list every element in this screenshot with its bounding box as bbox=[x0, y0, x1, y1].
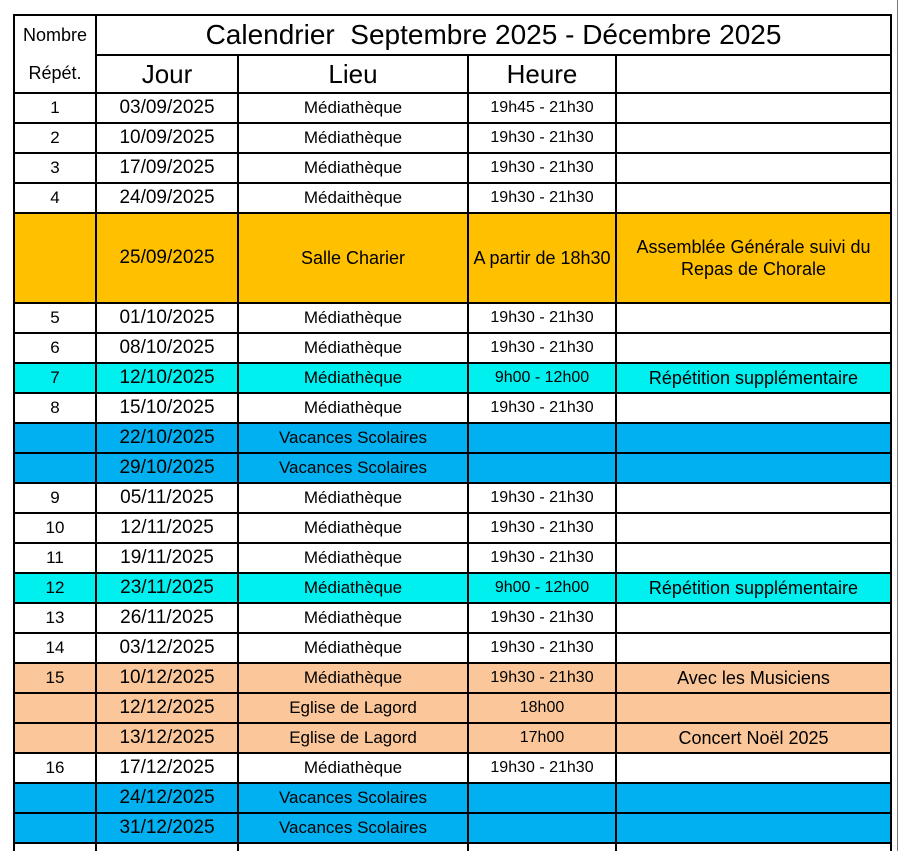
table-row bbox=[14, 123, 891, 153]
corner-label-line1: Nombre bbox=[22, 24, 88, 45]
cell-num: 12 bbox=[14, 573, 96, 603]
table-row bbox=[14, 513, 891, 543]
cell-num: 10 bbox=[14, 513, 96, 543]
cell-jour: 10/09/2025 bbox=[96, 123, 238, 153]
cell-jour: 24/12/2025 bbox=[96, 783, 238, 813]
calendar-table bbox=[13, 14, 892, 851]
table-row bbox=[14, 213, 891, 303]
cell-num bbox=[14, 723, 96, 753]
calendar-title: Calendrier Septembre 2025 - Décembre 2025 bbox=[96, 15, 891, 55]
column-header-row bbox=[14, 55, 891, 93]
cell-heure: 19h45 - 21h30 bbox=[468, 93, 616, 123]
cell-jour bbox=[96, 843, 238, 851]
page-edge-line bbox=[897, 0, 898, 851]
cell-lieu: Eglise de Lagord bbox=[238, 693, 468, 723]
cell-heure bbox=[468, 423, 616, 453]
table-row bbox=[14, 783, 891, 813]
cell-lieu: Médiathèque bbox=[238, 333, 468, 363]
cell-note bbox=[616, 423, 891, 453]
cell-note bbox=[616, 303, 891, 333]
cell-jour: 17/09/2025 bbox=[96, 153, 238, 183]
cell-lieu: Vacances Scolaires bbox=[238, 813, 468, 843]
cell-lieu: Médiathèque bbox=[238, 753, 468, 783]
cell-heure bbox=[468, 813, 616, 843]
cell-heure: 19h30 - 21h30 bbox=[468, 543, 616, 573]
cell-num: 2 bbox=[14, 123, 96, 153]
cell-note bbox=[616, 483, 891, 513]
cell-lieu: Médiathèque bbox=[238, 363, 468, 393]
cell-num: 15 bbox=[14, 663, 96, 693]
table-row bbox=[14, 693, 891, 723]
cell-heure: 18h00 bbox=[468, 693, 616, 723]
cell-num: 7 bbox=[14, 363, 96, 393]
table-row bbox=[14, 303, 891, 333]
cell-lieu: Vacances Scolaires bbox=[238, 783, 468, 813]
cell-lieu: Médiathèque bbox=[238, 603, 468, 633]
cell-note bbox=[616, 123, 891, 153]
cell-note bbox=[616, 393, 891, 423]
cell-num bbox=[14, 843, 96, 851]
cell-lieu: Vacances Scolaires bbox=[238, 453, 468, 483]
cell-jour: 23/11/2025 bbox=[96, 573, 238, 603]
table-row bbox=[14, 363, 891, 393]
cell-num: 16 bbox=[14, 753, 96, 783]
cell-lieu: Médiathèque bbox=[238, 513, 468, 543]
cell-note bbox=[616, 93, 891, 123]
table-row bbox=[14, 183, 891, 213]
corner-header-cell bbox=[14, 15, 96, 93]
cell-heure: 19h30 - 21h30 bbox=[468, 303, 616, 333]
cell-heure: A partir de 18h30 bbox=[468, 213, 616, 303]
calendar-body bbox=[14, 93, 891, 851]
cell-note: Avec les Musiciens bbox=[616, 663, 891, 693]
cell-jour: 12/11/2025 bbox=[96, 513, 238, 543]
cell-jour: 26/11/2025 bbox=[96, 603, 238, 633]
cell-heure: 19h30 - 21h30 bbox=[468, 633, 616, 663]
cell-jour: 03/09/2025 bbox=[96, 93, 238, 123]
cell-heure bbox=[468, 843, 616, 851]
column-header-heure: Heure bbox=[468, 55, 616, 93]
column-header-jour: Jour bbox=[96, 55, 238, 93]
cell-num: 13 bbox=[14, 603, 96, 633]
cell-num bbox=[14, 213, 96, 303]
cell-num: 4 bbox=[14, 183, 96, 213]
cell-num bbox=[14, 453, 96, 483]
cell-heure: 19h30 - 21h30 bbox=[468, 333, 616, 363]
cell-lieu: Médaithèque bbox=[238, 183, 468, 213]
cell-jour: 08/10/2025 bbox=[96, 333, 238, 363]
cell-lieu: Médiathèque bbox=[238, 303, 468, 333]
table-row bbox=[14, 753, 891, 783]
cell-heure: 19h30 - 21h30 bbox=[468, 753, 616, 783]
cell-jour: 24/09/2025 bbox=[96, 183, 238, 213]
cell-note: Assemblée Générale suivi du Repas de Chorale bbox=[616, 213, 891, 303]
cell-lieu bbox=[238, 843, 468, 851]
table-row bbox=[14, 813, 891, 843]
cell-heure: 9h00 - 12h00 bbox=[468, 573, 616, 603]
cell-num: 6 bbox=[14, 333, 96, 363]
cell-jour: 12/12/2025 bbox=[96, 693, 238, 723]
cell-heure: 17h00 bbox=[468, 723, 616, 753]
cell-heure: 19h30 - 21h30 bbox=[468, 603, 616, 633]
cell-jour: 15/10/2025 bbox=[96, 393, 238, 423]
cell-lieu: Eglise de Lagord bbox=[238, 723, 468, 753]
table-row bbox=[14, 393, 891, 423]
cell-lieu: Médiathèque bbox=[238, 153, 468, 183]
table-row bbox=[14, 723, 891, 753]
cell-num: 9 bbox=[14, 483, 96, 513]
cell-lieu: Médiathèque bbox=[238, 483, 468, 513]
table-row bbox=[14, 843, 891, 851]
cell-num: 14 bbox=[14, 633, 96, 663]
cell-jour: 01/10/2025 bbox=[96, 303, 238, 333]
table-row bbox=[14, 423, 891, 453]
cell-note: Répétition supplémentaire bbox=[616, 573, 891, 603]
cell-note bbox=[616, 453, 891, 483]
cell-note: Concert Noël 2025 bbox=[616, 723, 891, 753]
cell-num: 1 bbox=[14, 93, 96, 123]
cell-jour: 13/12/2025 bbox=[96, 723, 238, 753]
title-row bbox=[14, 15, 891, 55]
table-row bbox=[14, 573, 891, 603]
cell-lieu: Médiathèque bbox=[238, 393, 468, 423]
cell-note bbox=[616, 783, 891, 813]
cell-heure: 19h30 - 21h30 bbox=[468, 393, 616, 423]
cell-note bbox=[616, 633, 891, 663]
cell-note bbox=[616, 603, 891, 633]
table-row bbox=[14, 543, 891, 573]
cell-num bbox=[14, 783, 96, 813]
cell-jour: 19/11/2025 bbox=[96, 543, 238, 573]
cell-jour: 25/09/2025 bbox=[96, 213, 238, 303]
table-row bbox=[14, 663, 891, 693]
cell-jour: 10/12/2025 bbox=[96, 663, 238, 693]
cell-heure: 19h30 - 21h30 bbox=[468, 483, 616, 513]
cell-num bbox=[14, 693, 96, 723]
cell-lieu: Vacances Scolaires bbox=[238, 423, 468, 453]
cell-heure bbox=[468, 783, 616, 813]
table-row bbox=[14, 633, 891, 663]
cell-lieu: Médiathèque bbox=[238, 663, 468, 693]
cell-note bbox=[616, 333, 891, 363]
cell-jour: 29/10/2025 bbox=[96, 453, 238, 483]
cell-jour: 31/12/2025 bbox=[96, 813, 238, 843]
cell-heure: 19h30 - 21h30 bbox=[468, 513, 616, 543]
cell-heure: 9h00 - 12h00 bbox=[468, 363, 616, 393]
table-row bbox=[14, 93, 891, 123]
cell-note: Répétition supplémentaire bbox=[616, 363, 891, 393]
table-row bbox=[14, 333, 891, 363]
cell-lieu: Médiathèque bbox=[238, 93, 468, 123]
cell-note bbox=[616, 693, 891, 723]
cell-heure bbox=[468, 453, 616, 483]
cell-lieu: Médiathèque bbox=[238, 573, 468, 603]
cell-note bbox=[616, 513, 891, 543]
cell-num: 11 bbox=[14, 543, 96, 573]
cell-heure: 19h30 - 21h30 bbox=[468, 123, 616, 153]
cell-heure: 19h30 - 21h30 bbox=[468, 183, 616, 213]
cell-num bbox=[14, 813, 96, 843]
table-row bbox=[14, 603, 891, 633]
cell-note bbox=[616, 753, 891, 783]
cell-lieu: Médiathèque bbox=[238, 633, 468, 663]
cell-note bbox=[616, 813, 891, 843]
table-row bbox=[14, 153, 891, 183]
cell-note bbox=[616, 183, 891, 213]
corner-label-line2: Répét. bbox=[28, 62, 82, 83]
cell-heure: 19h30 - 21h30 bbox=[468, 153, 616, 183]
cell-lieu: Médiathèque bbox=[238, 123, 468, 153]
cell-heure: 19h30 - 21h30 bbox=[468, 663, 616, 693]
cell-lieu: Salle Charier bbox=[238, 213, 468, 303]
cell-jour: 05/11/2025 bbox=[96, 483, 238, 513]
table-row bbox=[14, 483, 891, 513]
cell-jour: 12/10/2025 bbox=[96, 363, 238, 393]
cell-lieu: Médiathèque bbox=[238, 543, 468, 573]
cell-num: 5 bbox=[14, 303, 96, 333]
cell-jour: 22/10/2025 bbox=[96, 423, 238, 453]
cell-jour: 17/12/2025 bbox=[96, 753, 238, 783]
cell-num bbox=[14, 423, 96, 453]
cell-note bbox=[616, 153, 891, 183]
cell-num: 8 bbox=[14, 393, 96, 423]
cell-num: 3 bbox=[14, 153, 96, 183]
cell-note bbox=[616, 543, 891, 573]
column-header-lieu: Lieu bbox=[238, 55, 468, 93]
cell-note bbox=[616, 843, 891, 851]
cell-jour: 03/12/2025 bbox=[96, 633, 238, 663]
column-header-notes bbox=[616, 55, 891, 93]
table-row bbox=[14, 453, 891, 483]
